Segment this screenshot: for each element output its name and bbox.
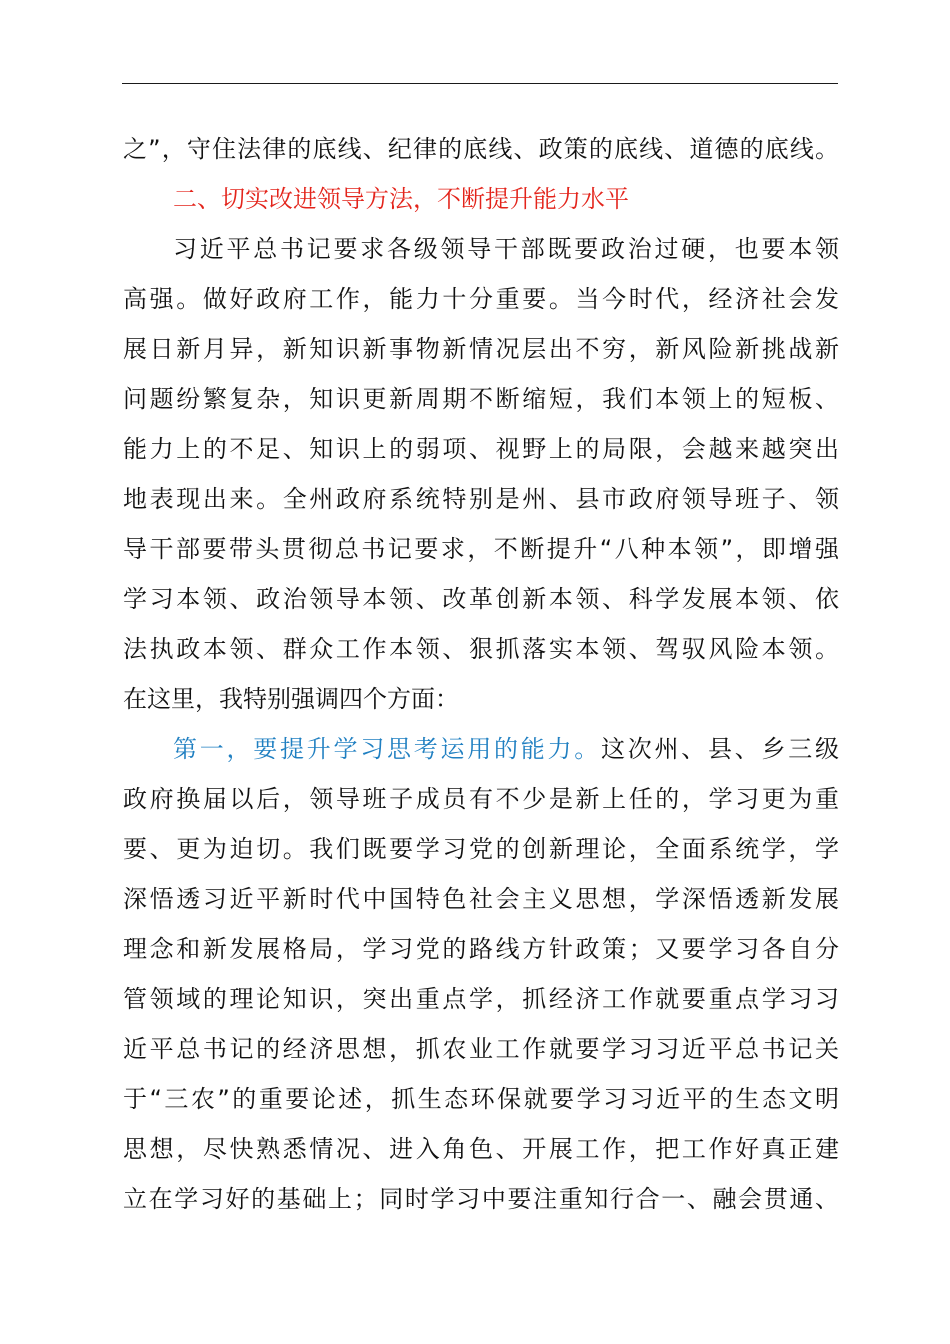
text-line: 之”，守住法律的底线、纪律的底线、政策的底线、道德的底线。 [123, 135, 839, 163]
text-line: 习近平总书记要求各级领导干部既要政治过硬，也要本领 [173, 235, 839, 263]
text-line: 法执政本领、群众工作本领、狠抓落实本领、驾驭风险本领。 [123, 635, 839, 663]
subheading: 第一，要提升学习思考运用的能力。 [173, 735, 601, 763]
text-line: 能力上的不足、知识上的弱项、视野上的局限，会越来越突出 [123, 435, 839, 463]
text-line: 在这里，我特别强调四个方面： [123, 685, 459, 713]
text-line: 要、更为迫切。我们既要学习党的创新理论，全面系统学，学 [123, 835, 839, 863]
text-line: 导干部要带头贯彻总书记要求，不断提升“八种本领”，即增强 [123, 535, 839, 563]
text-line: 地表现出来。全州政府系统特别是州、县市政府领导班子、领 [123, 485, 839, 513]
text-line: 管领域的理论知识，突出重点学，抓经济工作就要重点学习习 [123, 985, 839, 1013]
text-span: 这次州、县、乡三级 [601, 735, 839, 763]
text-line: 于“三农”的重要论述，抓生态环保就要学习习近平的生态文明 [123, 1085, 839, 1113]
text-line: 高强。做好政府工作，能力十分重要。当今时代，经济社会发 [123, 285, 839, 313]
section-heading: 二、切实改进领导方法，不断提升能力水平 [173, 185, 629, 213]
text-line: 思想，尽快熟悉情况、进入角色、开展工作，把工作好真正建 [123, 1135, 839, 1163]
text-line: 问题纷繁复杂，知识更新周期不断缩短，我们本领上的短板、 [123, 385, 839, 413]
text-line [173, 734, 839, 764]
text-line: 政府换届以后，领导班子成员有不少是新上任的，学习更为重 [123, 785, 839, 813]
text-line: 近平总书记的经济思想，抓农业工作就要学习习近平总书记关 [123, 1035, 839, 1063]
text-line: 深悟透习近平新时代中国特色社会主义思想，学深悟透新发展 [123, 885, 839, 913]
header-rule [122, 83, 838, 84]
text-line: 展日新月异，新知识新事物新情况层出不穷，新风险新挑战新 [123, 335, 839, 363]
text-line: 理念和新发展格局，学习党的路线方针政策；又要学习各自分 [123, 935, 839, 963]
text-line: 立在学习好的基础上；同时学习中要注重知行合一、融会贯通、 [123, 1185, 839, 1213]
text-line: 学习本领、政治领导本领、改革创新本领、科学发展本领、依 [123, 585, 839, 613]
